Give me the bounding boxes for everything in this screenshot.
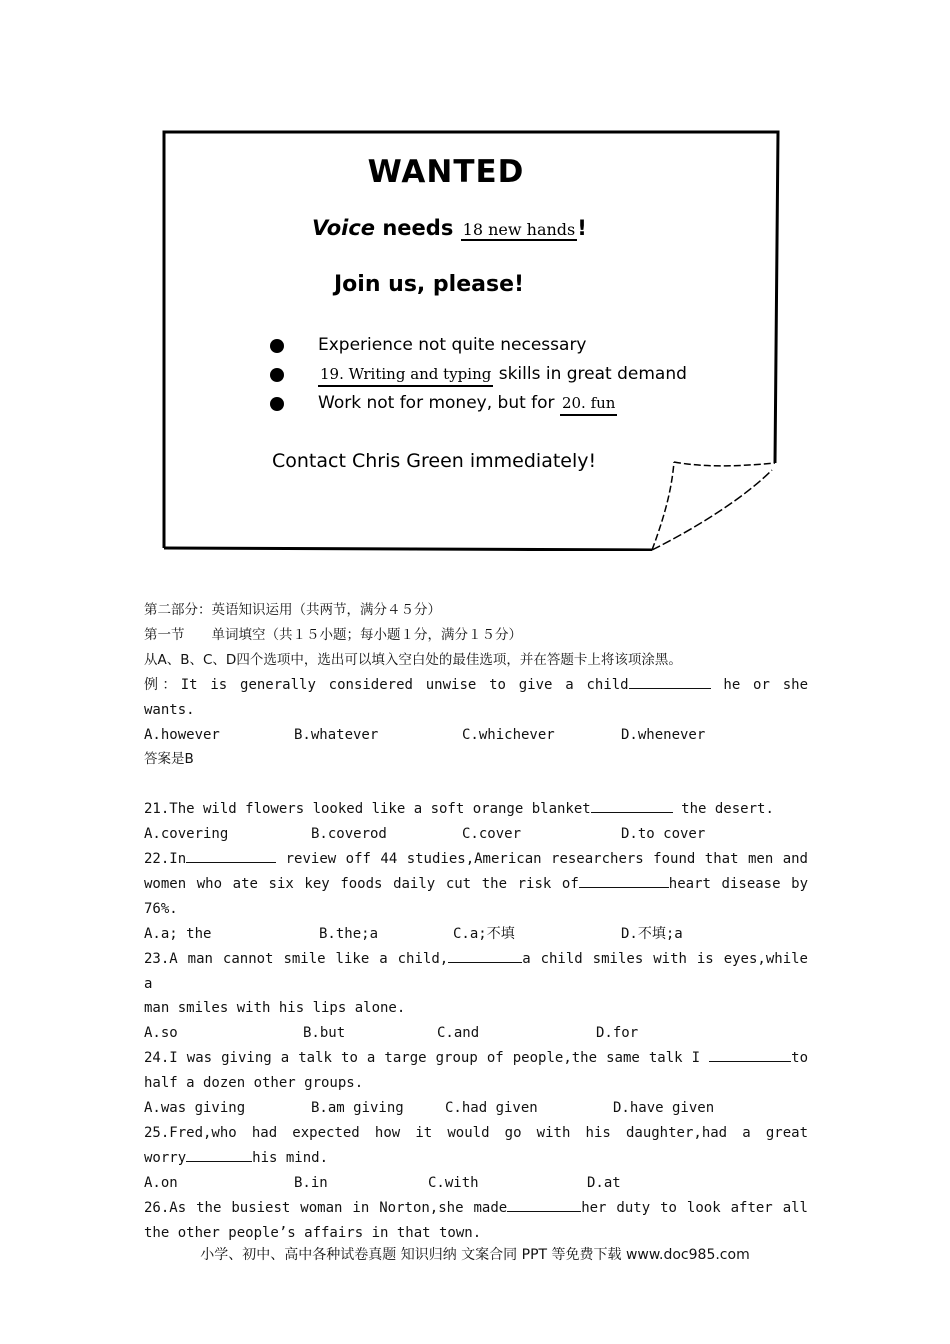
answer-blank [448, 948, 522, 963]
question-25-options [144, 1171, 808, 1196]
bullet-dot-icon [270, 397, 284, 411]
poster-blank-20: 20. fun [560, 392, 618, 416]
question-text: heart disease by [668, 875, 808, 892]
question-text: 21.The wild flowers looked like a soft orange blanket [144, 801, 591, 818]
question-text: the desert. [672, 801, 774, 818]
poster-bullet-list [270, 334, 687, 421]
option: A.covering [144, 826, 229, 843]
wanted-poster [162, 130, 780, 551]
question-text: a child smiles with is eyes,while a [144, 950, 808, 992]
answer-blank [629, 674, 711, 689]
answer-blank [186, 848, 276, 863]
answer-blank [709, 1047, 791, 1062]
answer-blank [579, 873, 669, 888]
question-22 [144, 847, 808, 872]
option: A.was giving [144, 1100, 246, 1117]
option: C.and [437, 1025, 480, 1042]
bullet-text: Work not for money, but for [318, 393, 560, 413]
question-23-options [144, 1021, 808, 1046]
poster-bullet [270, 363, 687, 392]
question-text: her duty to look after all [581, 1199, 808, 1216]
option: D.不填;a [621, 925, 683, 942]
question-text: 22.In [144, 851, 187, 868]
option: A.so [144, 1025, 178, 1042]
option: B.whatever [294, 726, 379, 743]
question-25 [144, 1146, 808, 1171]
bullet-text: skills in great demand [493, 364, 687, 384]
poster-needs-prefix: Voice [312, 216, 376, 240]
option: D.to cover [621, 826, 706, 843]
example-answer: 答案是B [144, 751, 194, 768]
poster-join-line: Join us, please! [334, 272, 525, 297]
option: B.in [294, 1174, 328, 1191]
poster-needs-mid: needs [382, 216, 454, 240]
poster-needs-suffix: ! [577, 216, 587, 240]
question-22-options [144, 922, 808, 947]
option: A.however [144, 726, 220, 743]
example-text: 例：It is generally considered unwise to give a child [144, 676, 629, 693]
bullet-text: Experience not quite necessary [318, 335, 587, 355]
question-text: review off 44 studies,American researchers found that men and [276, 851, 808, 868]
question-text: his mind. [252, 1149, 329, 1166]
bullet-dot-icon [270, 339, 284, 353]
exam-section [144, 598, 808, 1246]
page-footer: 小学、初中、高中各种试卷真题 知识归纳 文案合同 PPT 等免费下载 www.doc985.com [200, 1247, 750, 1263]
question-22 [144, 872, 808, 897]
question-21-options [144, 822, 808, 847]
option: C.cover [462, 826, 522, 843]
option: C.whichever [462, 726, 555, 743]
option: B.coverod [311, 826, 387, 843]
poster-bullet [270, 392, 687, 421]
question-23 [144, 947, 808, 997]
question-text: women who ate six key foods daily cut the risk of [144, 875, 579, 892]
question-21 [144, 797, 808, 822]
question-24 [144, 1046, 808, 1071]
option: C.a;不填 [453, 925, 515, 942]
answer-blank [186, 1147, 252, 1162]
poster-blank-18: 18 new hands [462, 220, 576, 239]
question-text: to [791, 1050, 808, 1067]
question-23: man smiles with his lips alone. [144, 1000, 406, 1017]
poster-bullet [270, 334, 687, 363]
question-22: 76%. [144, 900, 178, 917]
option: B.am giving [311, 1100, 404, 1117]
option: C.had given [445, 1100, 538, 1117]
question-26: the other people’s affairs in that town. [144, 1224, 482, 1241]
question-26 [144, 1196, 808, 1221]
option: D.have given [613, 1100, 715, 1117]
poster-title: WANTED [367, 154, 525, 190]
option: C.with [428, 1174, 479, 1191]
option: D.for [596, 1025, 639, 1042]
option: B.but [303, 1025, 346, 1042]
question-text: 24.I was giving a talk to a targe group of people,the same talk I [144, 1050, 710, 1067]
example-options [144, 723, 808, 748]
question-24-options [144, 1096, 808, 1121]
section-heading: 第一节 单词填空（共１５小题；每小题１分，满分１５分） [144, 626, 522, 643]
option: B.the;a [319, 925, 379, 942]
question-text: worry [144, 1149, 187, 1166]
answer-blank [591, 798, 673, 813]
instruction: 从A、B、C、D四个选项中，选出可以填入空白处的最佳选项，并在答题卡上将该项涂黑。 [144, 651, 682, 668]
question-text: 26.As the busiest woman in Norton,she made [144, 1199, 508, 1216]
bullet-dot-icon [270, 368, 284, 382]
poster-needs-line [312, 216, 587, 241]
option: D.whenever [621, 726, 706, 743]
question-24: half a dozen other groups. [144, 1075, 364, 1092]
option: D.at [587, 1174, 621, 1191]
question-text: 23.A man cannot smile like a child, [144, 950, 449, 967]
example-line: wants. [144, 701, 195, 718]
part-heading: 第二部分：英语知识运用（共两节，满分４５分） [144, 602, 441, 618]
example-text: he or she [710, 676, 808, 693]
answer-blank [507, 1197, 581, 1212]
question-25: 25.Fred,who had expected how it would go with his daughter,had a great [144, 1125, 808, 1142]
option: A.on [144, 1174, 178, 1191]
poster-blank-19: 19. Writing and typing [318, 363, 493, 387]
poster-contact: Contact Chris Green immediately! [272, 450, 597, 472]
example-line [144, 673, 808, 698]
option: A.a; the [144, 925, 212, 942]
